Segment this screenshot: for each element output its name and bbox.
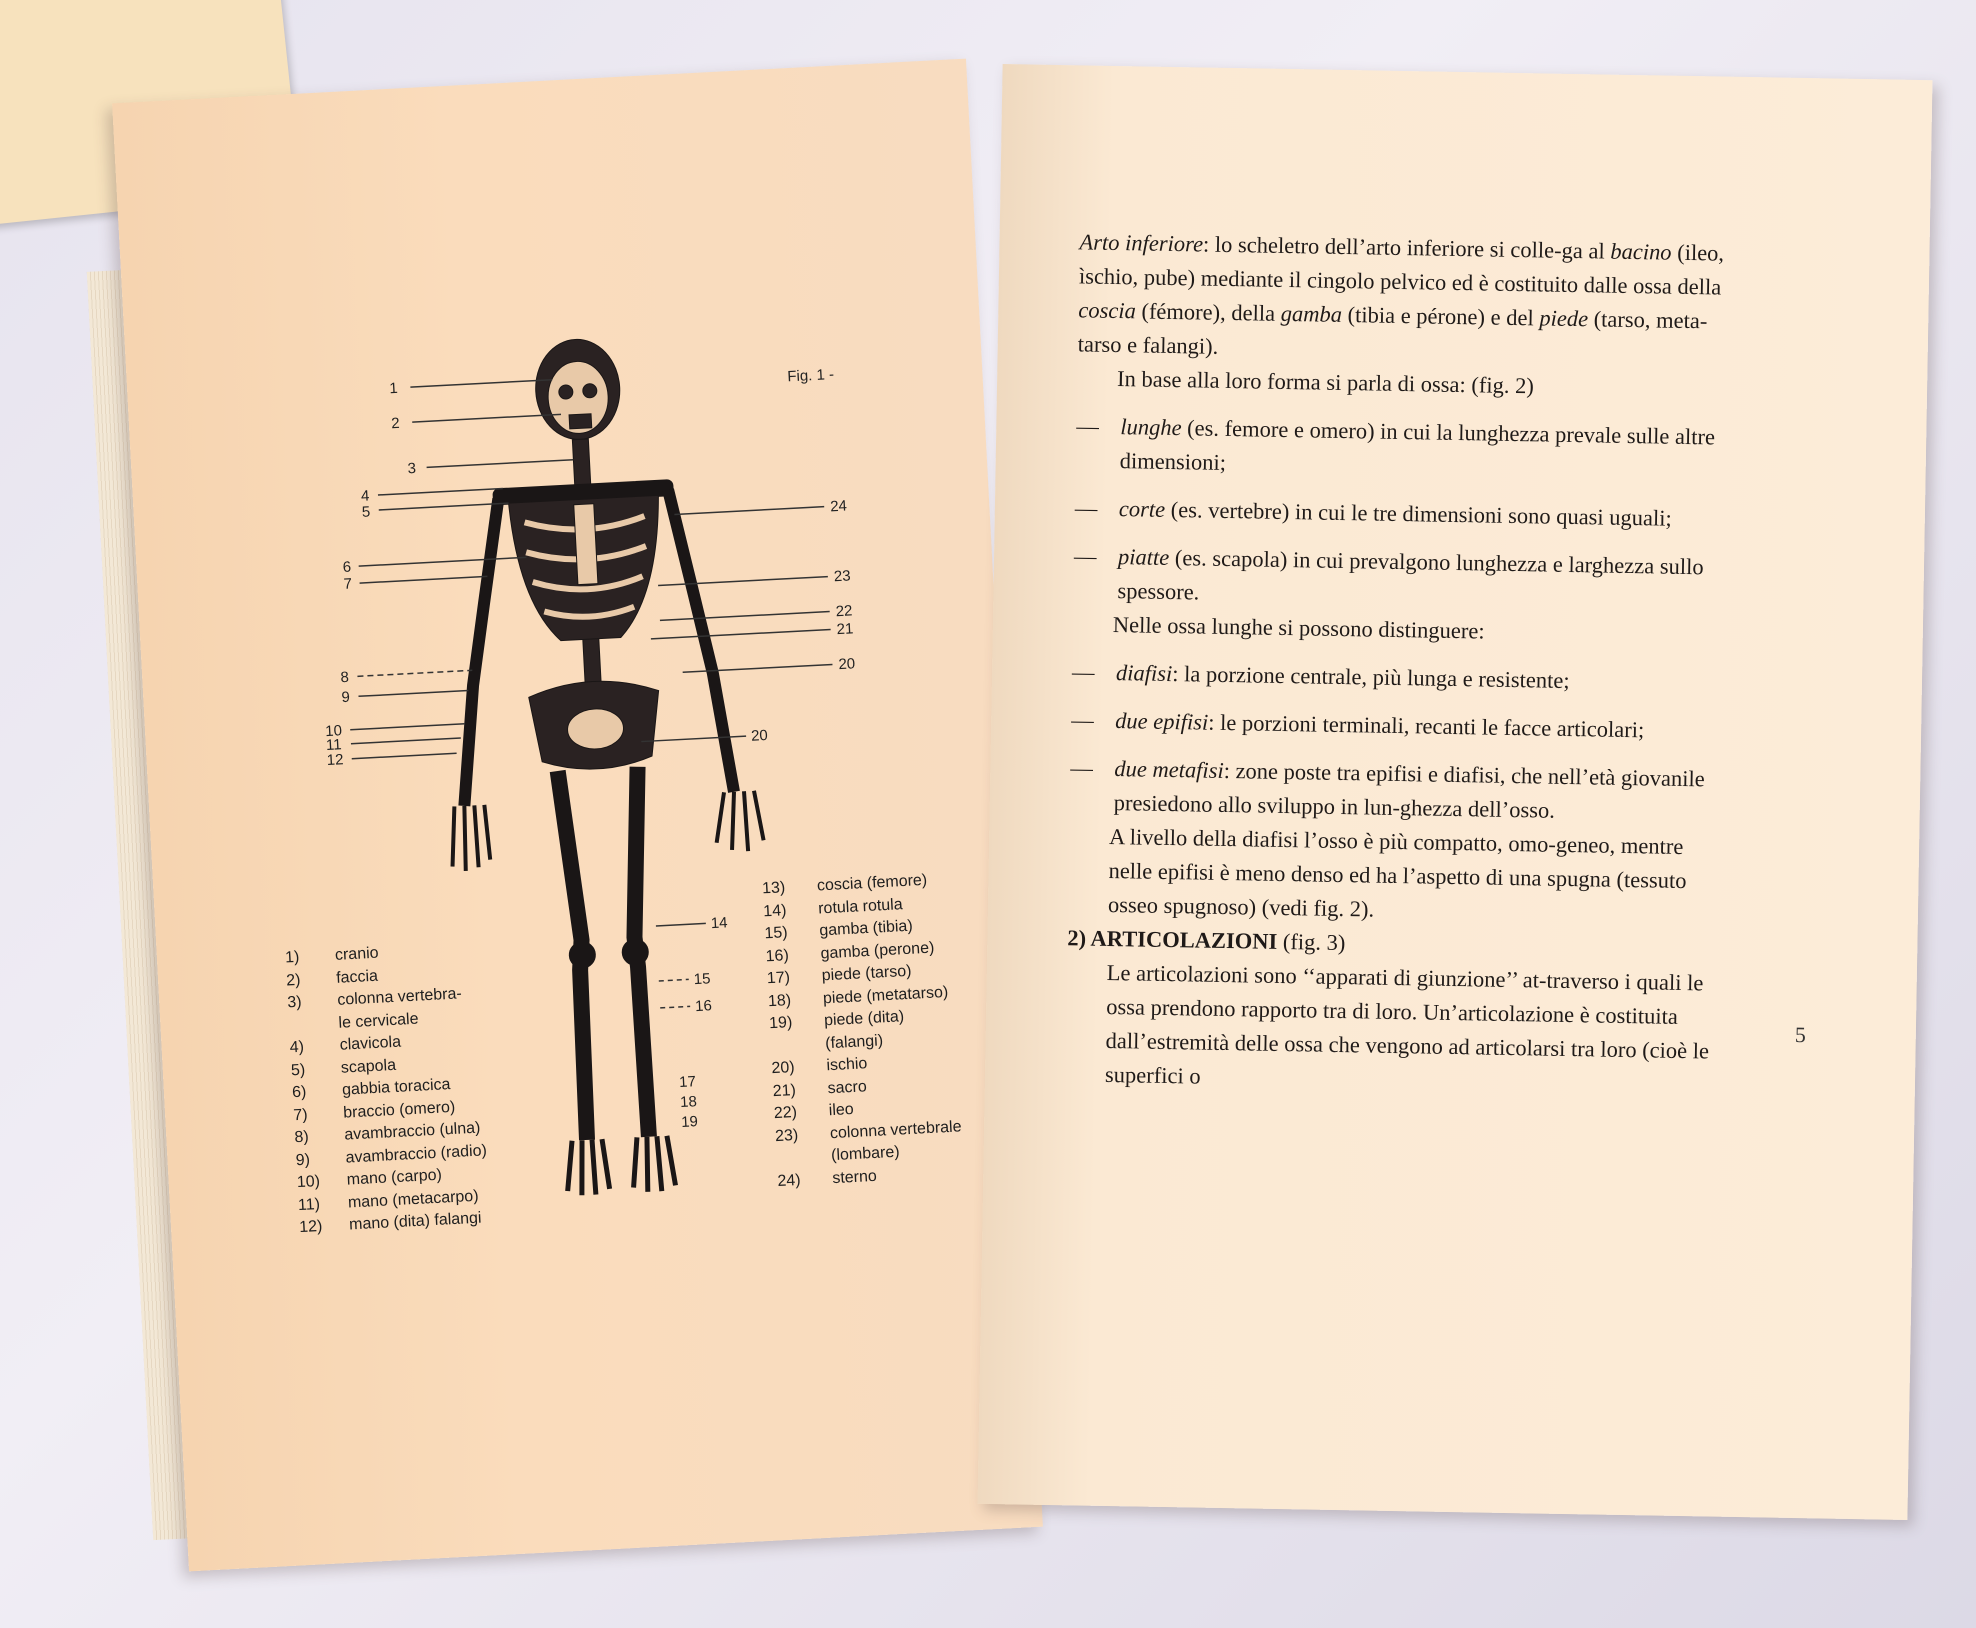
callout-2: 2: [390, 414, 401, 433]
legend-num: 20): [771, 1058, 796, 1078]
legend-num: 3): [286, 993, 303, 1012]
list-item: [1075, 491, 1725, 536]
term-italic: diafisi: [1115, 660, 1173, 687]
legend-left: [285, 937, 491, 1239]
body-text: [1065, 225, 1730, 1102]
paragraph-ossa-lunghe: Nelle ossa lunghe si possono distinguere:: [1112, 612, 1485, 644]
paragraph-forma: In base alla loro forma si parla di ossa: (fig. 2): [1116, 366, 1535, 399]
legend-num: 9): [295, 1150, 311, 1169]
list-item: [1075, 409, 1726, 488]
callout-22: 22: [835, 602, 853, 621]
dash: —: [1076, 413, 1100, 439]
legend-label: ileo: [828, 1100, 855, 1120]
heading-ref: (fig. 3): [1277, 928, 1346, 956]
callout-21: 21: [836, 620, 854, 639]
list-item: [1073, 539, 1724, 618]
legend-label: mano (carpo): [346, 1166, 443, 1189]
term-italic: due metafisi: [1114, 756, 1224, 783]
term-italic: due epifisi: [1114, 708, 1209, 735]
legend-num: 14): [762, 901, 787, 920]
text-span: (es. femore e omero) in cui la lunghezza prevale sulle altre dimensioni;: [1119, 415, 1716, 475]
legend-label: colonna vertebra-: [336, 985, 463, 1009]
legend-num: 4): [289, 1038, 305, 1057]
legend-label: avambraccio (radio): [345, 1141, 488, 1167]
right-page: [978, 64, 1933, 1520]
callout-14: 14: [710, 914, 728, 933]
legend-right: [762, 869, 965, 1193]
list-item: [1071, 703, 1721, 748]
legend-num: 18): [767, 991, 792, 1010]
legend-label: le cervicale: [338, 1010, 419, 1032]
term-italic: gamba: [1280, 300, 1343, 327]
callout-10: 10: [324, 722, 343, 741]
legend-label: rotula rotula: [817, 895, 904, 918]
callout-9: 9: [341, 688, 351, 707]
legend-label: mano (dita) falangi: [348, 1209, 482, 1234]
term-italic: piede: [1539, 305, 1589, 332]
callout-15: 15: [693, 970, 711, 989]
legend-label: sterno: [831, 1167, 878, 1187]
term-italic: Arto inferiore: [1079, 229, 1204, 257]
callout-8: 8: [340, 668, 350, 687]
legend-label: piede (tarso): [821, 962, 912, 985]
text-span: (ileo, ìschio, pube) mediante il cingolo pelvico ed è costituito dalle ossa della: [1078, 239, 1725, 300]
legend-label: gabbia toracica: [341, 1076, 451, 1099]
legend-num: 21): [772, 1081, 797, 1100]
dash: —: [1074, 495, 1098, 521]
paragraph-arto-inferiore: [1077, 225, 1729, 372]
legend-label: gamba (tibia): [818, 917, 914, 940]
legend-num: 12): [298, 1217, 323, 1237]
callout-18: 18: [679, 1093, 698, 1112]
term-italic: coscia: [1078, 297, 1137, 324]
legend-num: 2): [285, 971, 301, 989]
legend-label: (falangi): [824, 1031, 884, 1052]
legend-label: scapola: [340, 1056, 397, 1077]
callout-11: 11: [325, 736, 343, 755]
legend-label: colonna vertebrale: [829, 1117, 962, 1142]
text-span: : la porzione centrale, più lunga e resistente;: [1172, 661, 1570, 693]
callout-23: 23: [833, 567, 851, 586]
callout-20-lower: 20: [750, 726, 769, 745]
callout-12: 12: [326, 751, 344, 770]
legend-num: 8): [294, 1128, 310, 1147]
text-span: (tibia e pérone) e del: [1341, 301, 1540, 331]
skeleton-figure: [112, 59, 1043, 1572]
callout-4: 4: [360, 487, 370, 505]
dash: —: [1073, 543, 1097, 569]
term-italic: bacino: [1610, 238, 1672, 265]
term-italic: lunghe: [1120, 414, 1182, 441]
legend-label: gamba (perone): [820, 939, 935, 962]
legend-num: 23): [774, 1126, 799, 1145]
legend-label: piede (dita): [823, 1008, 905, 1030]
callout-1: 1: [388, 379, 399, 398]
text-span: (es. vertebre) in cui le tre dimensioni sono quasi uguali;: [1164, 496, 1673, 531]
text-span: (fémore), della: [1135, 298, 1281, 326]
list-item: [1069, 751, 1720, 830]
legend-num: 15): [764, 924, 789, 943]
legend-label: cranio: [334, 944, 379, 964]
dash: —: [1070, 755, 1094, 781]
text-span: (es. scapola) in cui prevalgono lunghezza e larghezza sullo spessore.: [1117, 544, 1704, 605]
callout-5: 5: [361, 503, 371, 521]
text-span: : le porzioni terminali, recanti le facce articolari;: [1208, 709, 1645, 743]
term-italic: corte: [1118, 496, 1166, 522]
legend-num: 16): [765, 946, 790, 965]
legend-label: (lombare): [830, 1143, 900, 1165]
callout-19: 19: [680, 1113, 699, 1131]
dash: —: [1071, 659, 1095, 685]
callout-7: 7: [343, 575, 353, 593]
legend-num: 7): [292, 1106, 308, 1124]
legend-num: [776, 1145, 832, 1170]
callout-17: 17: [678, 1073, 697, 1092]
legend-label: ischio: [826, 1055, 868, 1075]
callout-20: 20: [838, 655, 856, 674]
heading-bold: 2) ARTICOLAZIONI: [1067, 925, 1278, 954]
legend-num: 24): [776, 1171, 801, 1190]
legend-num: 1): [284, 948, 300, 967]
legend-label: mano (metacarpo): [347, 1187, 479, 1212]
legend-num: 19): [768, 1014, 793, 1033]
dash: —: [1070, 707, 1094, 733]
legend-label: clavicola: [339, 1033, 402, 1054]
legend-num: 17): [766, 969, 791, 988]
callout-16: 16: [694, 997, 713, 1016]
callout-3: 3: [407, 459, 417, 478]
list-item: [1072, 655, 1722, 700]
paragraph-articolazioni: Le articolazioni sono ‘‘apparati di giunzione’’ at-traverso i quali le ossa prendono rapporto tra di loro. Un’articolazione è costituita dall’estremità delle ossa che vengono ad articolarsi tra loro (cioè le superfici o: [1104, 959, 1710, 1089]
callout-6: 6: [342, 558, 352, 576]
legend-label: braccio (omero): [342, 1098, 456, 1122]
paragraph-diafisi: A livello della diafisi l’osso è più compatto, omo-geneo, mentre nelle epifisi è meno denso ed ha l’aspetto di una spugna (tessuto osseo spugnoso) (vedi fig. 2).: [1107, 823, 1687, 922]
legend-label: piede (metatarso): [822, 983, 949, 1007]
legend-num: 10): [296, 1172, 321, 1192]
legend-num: [288, 1012, 339, 1037]
callout-24: 24: [829, 497, 848, 516]
page-number: 5: [1794, 1021, 1807, 1048]
legend-label: faccia: [335, 967, 379, 987]
text-span: (tarso, meta-tarso e falangi).: [1077, 306, 1708, 359]
legend-num: [770, 1033, 826, 1058]
legend-num: 6): [291, 1083, 307, 1102]
text-span: : zone poste tra epifisi e diafisi, che nell’età giovanile presiedono allo sviluppo in lun-ghezza dell’osso.: [1113, 757, 1705, 823]
text-span: : lo scheletro dell’arto inferiore si colle-ga al: [1202, 231, 1611, 264]
term-italic: piatte: [1117, 544, 1170, 570]
legend-num: 5): [290, 1061, 306, 1079]
figure-label: Fig. 1 -: [786, 365, 835, 386]
left-page: [112, 59, 1043, 1572]
legend-num: 22): [773, 1103, 798, 1123]
legend-num: 13): [761, 879, 786, 898]
legend-label: avambraccio (ulna): [343, 1119, 481, 1144]
legend-num: 11): [297, 1195, 321, 1214]
skeleton-illustration: [112, 59, 1043, 1572]
legend-label: sacro: [827, 1077, 868, 1097]
legend-label: coscia (femore): [816, 871, 928, 895]
